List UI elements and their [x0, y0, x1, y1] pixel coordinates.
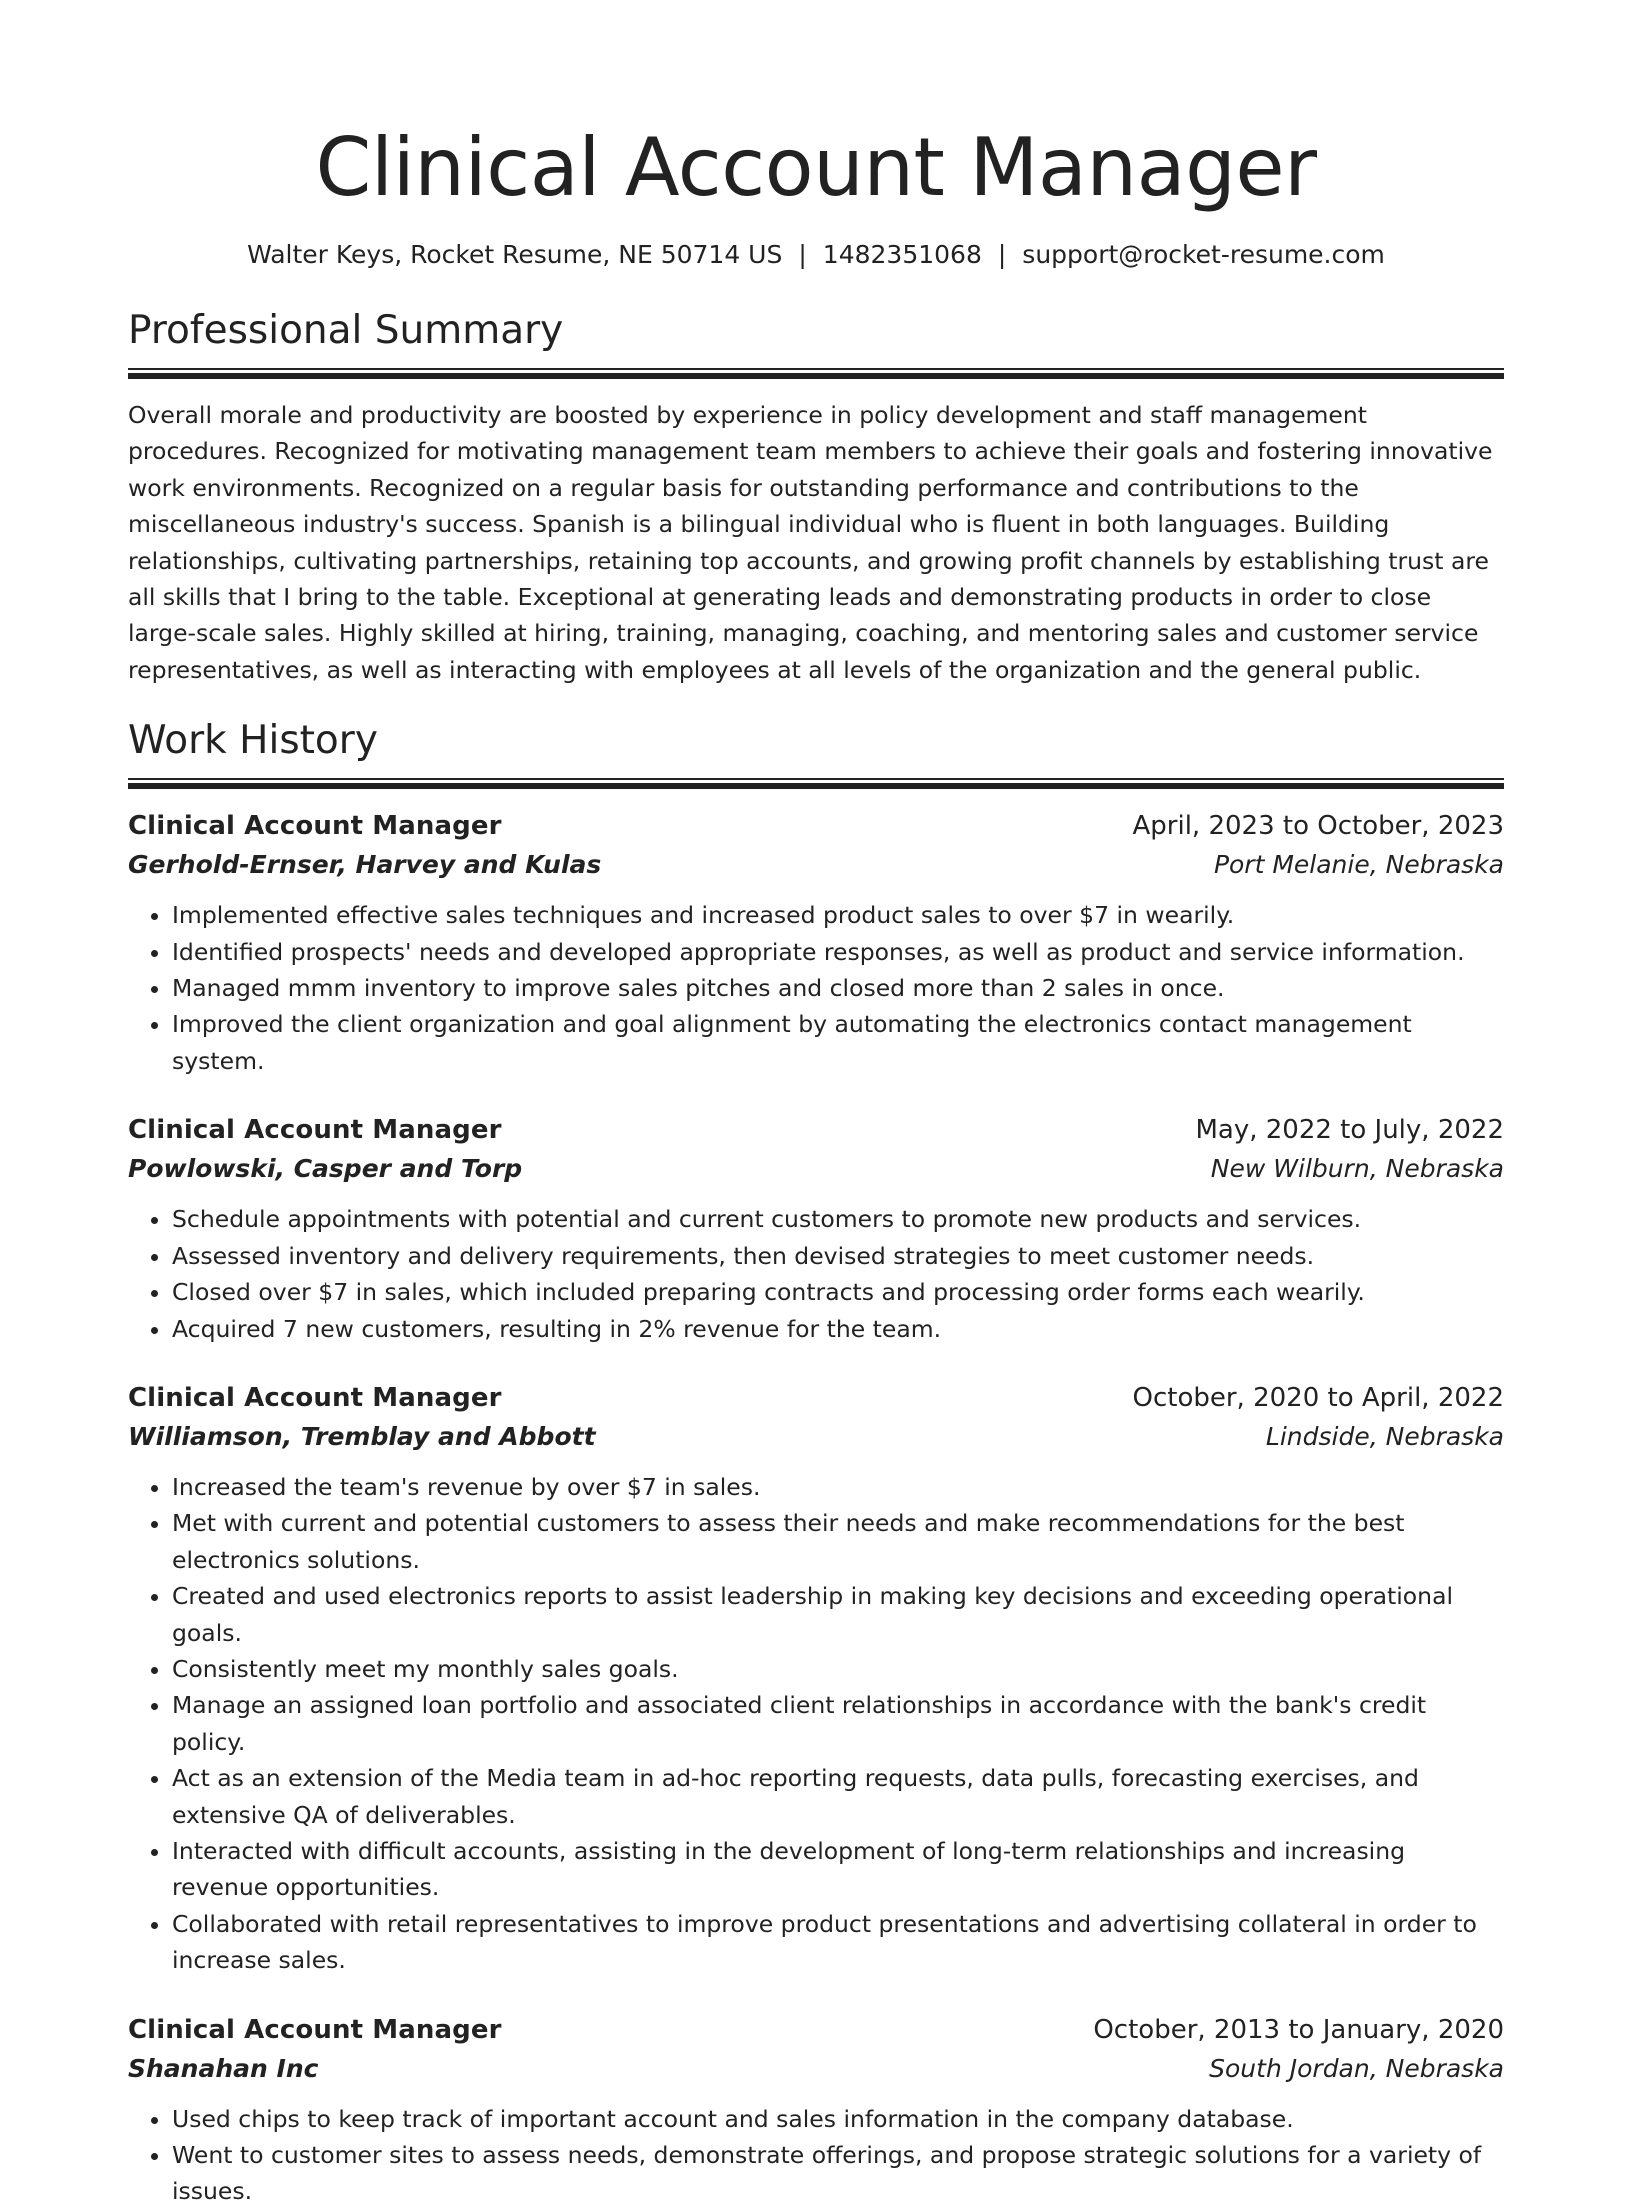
job-bullet: • Used chips to keep track of important account and sales information in the company database. [172, 2101, 1504, 2137]
job-entry [128, 1379, 1504, 1979]
resume-title: Clinical Account Manager [315, 121, 1317, 214]
section-divider [128, 778, 1504, 789]
job-title: Clinical Account Manager [128, 2014, 502, 2045]
job-title: Clinical Account Manager [128, 811, 502, 842]
job-bullet: • Implemented effective sales techniques and increased product sales to over $7 in wearily. [172, 897, 1504, 933]
contact-email[interactable]: support@rocket-resume.com [1022, 240, 1385, 269]
section-heading-work-history: Work History [128, 718, 378, 764]
job-subheader-row [128, 1417, 1504, 1457]
job-bullet: • Schedule appointments with potential and current customers to promote new products and services. [172, 1201, 1504, 1237]
contact-address: Walter Keys, Rocket Resume, NE 50714 US [247, 240, 783, 269]
resume-page [128, 0, 1504, 2210]
job-dates: April, 2023 to October, 2023 [1132, 811, 1504, 842]
job-header-row [128, 1111, 1504, 1149]
job-company: Gerhold-Ernser, Harvey and Kulas [128, 850, 602, 880]
section-heading-professional-summary: Professional Summary [128, 308, 564, 353]
job-bullet-list [128, 2101, 1504, 2210]
job-bullet: • Consistently meet my monthly sales goals. [172, 1651, 1504, 1687]
job-bullet: • Interacted with difficult accounts, assisting in the development of long-term relationships and increasing revenue opportunities. [172, 1833, 1504, 1906]
job-bullet: • Increased the team's revenue by over $7 in sales. [172, 1469, 1504, 1505]
job-title: Clinical Account Manager [128, 1115, 502, 1146]
job-bullet: • Assessed inventory and delivery requirements, then devised strategies to meet customer needs. [172, 1238, 1504, 1274]
work-history-section [128, 716, 1504, 2210]
job-subheader-row [128, 1149, 1504, 1189]
job-bullet: • Created and used electronics reports to assist leadership in making key decisions and exceeding operational goals. [172, 1578, 1504, 1651]
job-company: Shanahan Inc [128, 2053, 319, 2083]
job-location: South Jordan, Nebraska [1209, 2053, 1504, 2083]
job-location: Port Melanie, Nebraska [1213, 850, 1504, 880]
job-bullet-list [128, 1201, 1504, 1347]
job-bullet: • Identified prospects' needs and developed appropriate responses, as well as product and service information. [172, 934, 1504, 970]
job-dates: October, 2013 to January, 2020 [1093, 2014, 1504, 2045]
contact-line [128, 238, 1504, 272]
job-subheader-row [128, 845, 1504, 885]
job-bullet: • Met with current and potential customers to assess their needs and make recommendations for the best electronics solutions. [172, 1505, 1504, 1578]
job-header-row [128, 2011, 1504, 2049]
job-subheader-row [128, 2049, 1504, 2089]
summary-paragraph: Overall morale and productivity are boosted by experience in policy development and staff management procedures. Recognized for motivating management team members to achieve their goals and fostering innovative work environments. Recognized on a regular basis for outstanding performance and contributions to the miscellaneous industry's success. Spanish is a bilingual individual who is fluent in both languages. Building relationships, cultivating partnerships, retaining top accounts, and growing profit channels by establishing trust are all skills that I bring to the table. Exceptional at generating leads and demonstrating products in order to close large-scale sales. Highly skilled at hiring, training, managing, coaching, and mentoring sales and customer service representatives, as well as interacting with employees at all levels of the organization and the general public. [128, 401, 1493, 684]
job-bullet: • Went to customer sites to assess needs, demonstrate offerings, and propose strategic solutions for a variety of issues. [172, 2137, 1504, 2210]
job-header-row [128, 1379, 1504, 1417]
job-bullet-list [128, 897, 1504, 1079]
job-bullet: • Act as an extension of the Media team in ad-hoc reporting requests, data pulls, forecasting exercises, and extensive QA of deliverables. [172, 1760, 1504, 1833]
job-location: Lindside, Nebraska [1265, 1421, 1504, 1451]
contact-phone: 1482351068 [822, 240, 982, 269]
job-entry [128, 1111, 1504, 1347]
job-entry [128, 807, 1504, 1079]
job-bullet: • Closed over $7 in sales, which included preparing contracts and processing order forms each wearily. [172, 1274, 1504, 1310]
contact-separator: | [997, 240, 1007, 269]
job-title: Clinical Account Manager [128, 1382, 502, 1413]
job-bullet: • Collaborated with retail representatives to improve product presentations and advertising collateral in order to increase sales. [172, 1906, 1504, 1979]
section-divider [128, 368, 1504, 379]
job-company: Powlowski, Casper and Torp [128, 1154, 523, 1184]
job-bullet: • Manage an assigned loan portfolio and associated client relationships in accordance with the bank's credit policy. [172, 1687, 1504, 1760]
job-list [128, 807, 1504, 2210]
job-bullet: • Improved the client organization and goal alignment by automating the electronics contact management system. [172, 1006, 1504, 1079]
job-header-row [128, 807, 1504, 845]
job-entry [128, 2011, 1504, 2210]
job-dates: October, 2020 to April, 2022 [1132, 1382, 1504, 1413]
contact-separator: | [798, 240, 807, 269]
job-company: Williamson, Tremblay and Abbott [128, 1421, 596, 1451]
job-location: New Wilburn, Nebraska [1210, 1154, 1504, 1184]
professional-summary-section [128, 306, 1504, 688]
job-bullet: • Managed mmm inventory to improve sales pitches and closed more than 2 sales in once. [172, 970, 1504, 1006]
job-dates: May, 2022 to July, 2022 [1195, 1115, 1504, 1146]
job-bullet: • Acquired 7 new customers, resulting in 2% revenue for the team. [172, 1311, 1504, 1347]
job-bullet-list [128, 1469, 1504, 1979]
